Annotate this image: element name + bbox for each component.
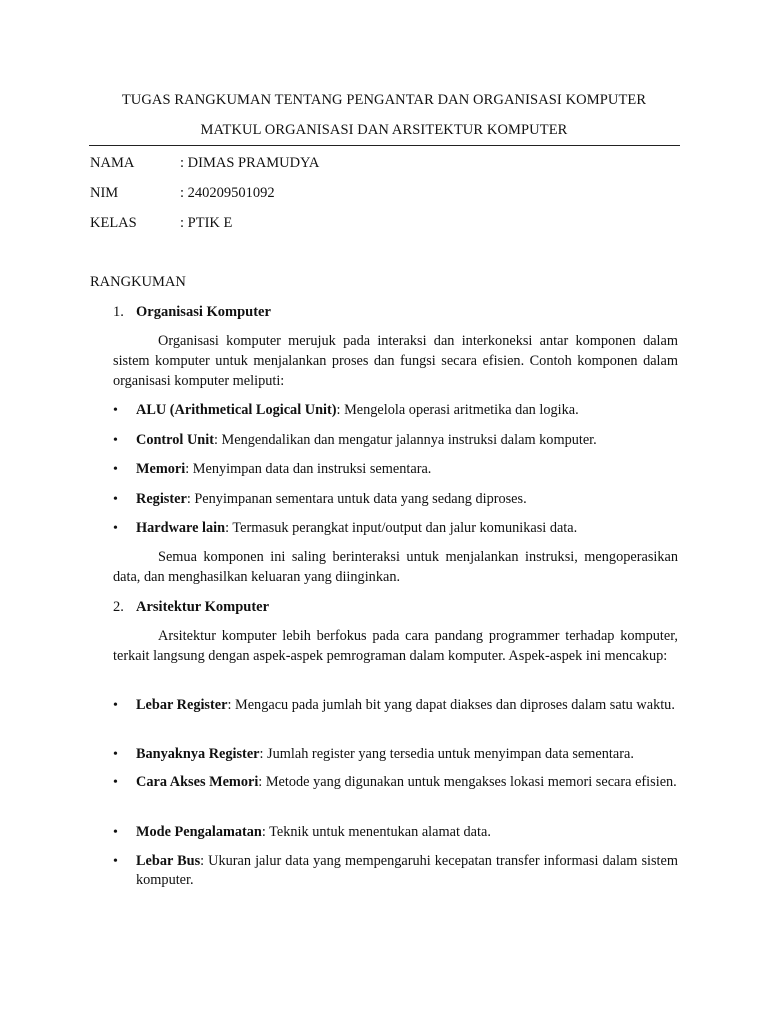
summary-label: RANGKUMAN: [90, 274, 186, 290]
list-item-term: ALU (Arithmetical Logical Unit): [136, 402, 337, 418]
identity-row-class: [90, 215, 232, 232]
list-item-term: Lebar Bus: [136, 853, 201, 869]
list-item-term: Mode Pengalamatan: [136, 824, 262, 840]
bullet-icon: •: [113, 854, 118, 869]
list-item-description: : Jumlah register yang tersedia untuk menyimpan data sementara.: [259, 746, 634, 762]
list-item: [113, 401, 678, 420]
list-item-description: : Termasuk perangkat input/output dan jalur komunikasi data.: [225, 520, 578, 536]
identity-label: NAMA: [90, 155, 135, 171]
bullet-icon: •: [113, 492, 118, 507]
bullet-icon: •: [113, 775, 118, 790]
list-item-term: Register: [136, 491, 187, 507]
identity-value: : 240209501092: [180, 185, 275, 201]
list-item: [113, 460, 678, 479]
identity-row-name: [90, 155, 319, 172]
list-item: [113, 745, 678, 764]
bullet-icon: •: [113, 433, 118, 448]
section-heading: [113, 304, 271, 321]
list-item: [113, 852, 678, 890]
section-number: 1.: [113, 304, 124, 320]
list-item-term: Banyaknya Register: [136, 746, 260, 762]
list-item-description: : Ukuran jalur data yang mempengaruhi kecepatan transfer informasi dalam sistem komputer.: [136, 853, 678, 888]
document-title-line-1: TUGAS RANGKUMAN TENTANG PENGANTAR DAN ORGANISASI KOMPUTER: [121, 92, 647, 108]
bullet-icon: •: [113, 747, 118, 762]
list-item: [113, 823, 678, 842]
document-title-line-2: MATKUL ORGANISASI DAN ARSITEKTUR KOMPUTER: [200, 122, 568, 138]
section-intro-paragraph: Arsitektur komputer lebih berfokus pada cara pandang programmer terhadap komputer, terkait langsung dengan aspek-aspek pemrograman dalam komputer. Aspek-aspek ini mencakup:: [113, 628, 678, 664]
identity-row-nim: [90, 185, 275, 202]
bullet-icon: •: [113, 521, 118, 536]
identity-value: : DIMAS PRAMUDYA: [180, 155, 320, 171]
list-item-term: Memori: [136, 461, 186, 477]
title-divider: [89, 145, 680, 146]
section-number: 2.: [113, 599, 124, 615]
list-item: [113, 431, 678, 450]
identity-value: : PTIK E: [180, 215, 233, 231]
list-item-description: : Mengelola operasi aritmetika dan logika.: [336, 402, 579, 418]
bullet-icon: •: [113, 825, 118, 840]
list-item-term: Control Unit: [136, 432, 214, 448]
identity-label: KELAS: [90, 215, 137, 231]
section-intro-paragraph: Organisasi komputer merujuk pada interaksi dan interkoneksi antar komponen dalam sistem komputer untuk menjalankan proses dan fungsi secara efisien. Contoh komponen dalam organisasi komputer meliputi:: [113, 333, 678, 389]
identity-label: NIM: [90, 185, 119, 201]
list-item: [113, 519, 678, 538]
section-closing-paragraph: Semua komponen ini saling berinteraksi untuk menjalankan instruksi, mengoperasikan data, dan menghasilkan keluaran yang diinginkan.: [113, 549, 678, 585]
list-item-description: : Teknik untuk menentukan alamat data.: [261, 824, 491, 840]
list-item-description: : Menyimpan data dan instruksi sementara.: [185, 461, 432, 477]
section-title: Organisasi Komputer: [136, 304, 271, 320]
section-title: Arsitektur Komputer: [136, 599, 270, 615]
list-item-term: Cara Akses Memori: [136, 774, 259, 790]
list-item: [113, 773, 678, 792]
list-item-term: Hardware lain: [136, 520, 226, 536]
list-item-description: : Mengendalikan dan mengatur jalannya instruksi dalam komputer.: [213, 432, 597, 448]
list-item: [113, 490, 678, 509]
list-item-term: Lebar Register: [136, 697, 228, 713]
bullet-icon: •: [113, 698, 118, 713]
list-item-description: : Metode yang digunakan untuk mengakses lokasi memori secara efisien.: [258, 774, 677, 790]
list-item: [113, 696, 678, 715]
list-item-description: : Mengacu pada jumlah bit yang dapat diakses dan diproses dalam satu waktu.: [227, 697, 675, 713]
bullet-icon: •: [113, 462, 118, 477]
bullet-icon: •: [113, 403, 118, 418]
list-item-description: : Penyimpanan sementara untuk data yang sedang diproses.: [186, 491, 527, 507]
section-heading: [113, 599, 269, 616]
